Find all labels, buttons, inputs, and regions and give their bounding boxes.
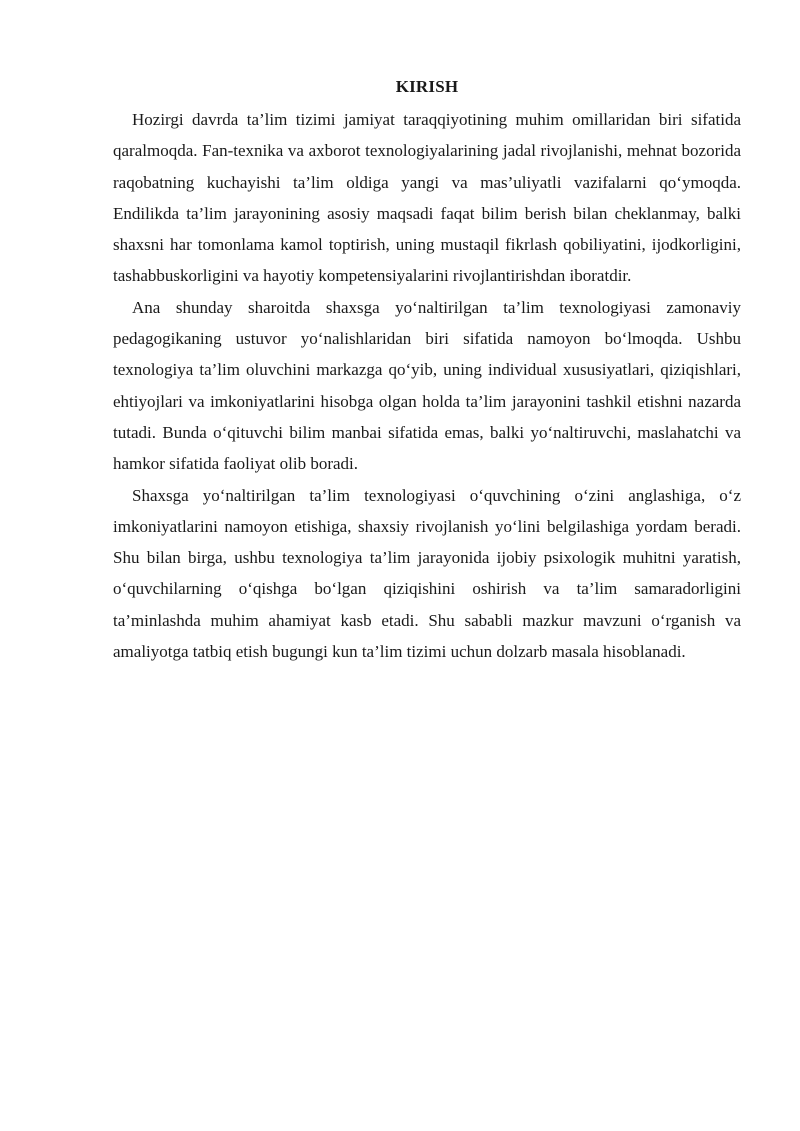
section-title: KIRISH	[395, 77, 459, 96]
document-body	[113, 76, 741, 667]
paragraph-2: Ana shunday sharoitda shaxsga yo‘naltirilgan ta’lim texnologiyasi zamonaviy pedagogikaning ustuvor yo‘nalishlaridan biri sifatida namoyon bo‘lmoqda. Ushbu texnologiya ta’lim oluvchini markazga qo‘yib, uning individual xususiyatlari, qiziqishlari, ehtiyojlari va imkoniyatlarini hisobga olgan holda ta’lim jarayonini tashkil etishni nazarda tutadi. Bunda o‘qituvchi bilim manbai sifatida emas, balki yo‘naltiruvchi, maslahatchi va hamkor sifatida faoliyat olib boradi.	[113, 297, 741, 474]
paragraph-1: Hozirgi davrda ta’lim tizimi jamiyat taraqqiyotining muhim omillaridan biri sifatida qaralmoqda. Fan-texnika va axborot texnologiyalarining jadal rivojlanishi, mehnat bozorida raqobatning kuchayishi ta’lim oldiga yangi va mas’uliyatli vazifalarni qo‘ymoqda. Endilikda ta’lim jarayonining asosiy maqsadi faqat bilim berish bilan cheklanmay, balki shaxsni har tomonlama kamol toptirish, uning mustaqil fikrlash qobiliyatini, ijodkorligini, tashabbuskorligini va hayotiy kompetensiyalarini rivojlantirishdan iboratdir.	[113, 110, 741, 286]
paragraph-3: Shaxsga yo‘naltirilgan ta’lim texnologiyasi o‘quvchining o‘zini anglashiga, o‘z imkoniyatlarini namoyon etishiga, shaxsiy rivojlanish yo‘lini belgilashiga yordam beradi. Shu bilan birga, ushbu texnologiya ta’lim jarayonida ijobiy psixologik muhitni yaratish, o‘quvchilarning o‘qishga bo‘lgan qiziqishini oshirish va ta’lim samaradorligini ta’minlashda muhim ahamiyat kasb etadi. Shu sababli mazkur mavzuni o‘rganish va amaliyotga tatbiq etish bugungi kun ta’lim tizimi uchun dolzarb masala hisoblanadi.	[113, 485, 741, 662]
